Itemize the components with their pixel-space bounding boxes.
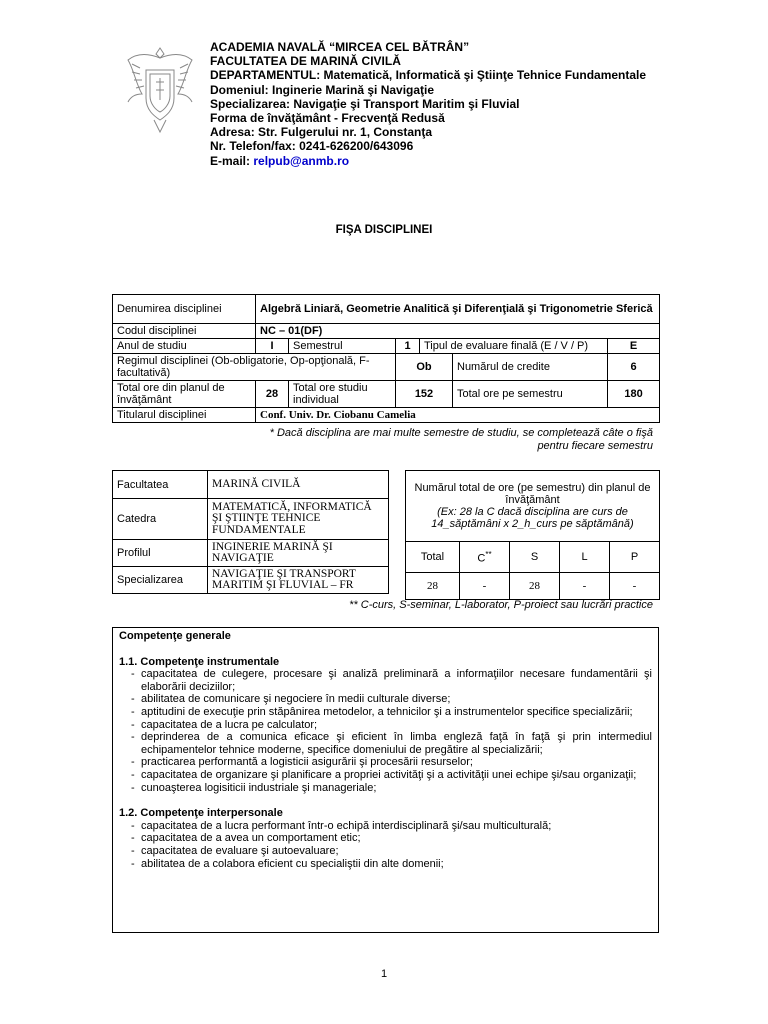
table-row — [113, 540, 389, 567]
semester-value: 1 — [396, 339, 420, 354]
faculty-value: MARINĂ CIVILĂ — [208, 471, 389, 499]
list-item: - capacitatea de a lucra pe calculator; — [141, 719, 652, 732]
discipline-code-value: NC – 01(DF) — [256, 324, 660, 339]
header-line-5: Specializarea: Navigaţie şi Transport Maritim şi Fluvial — [210, 96, 520, 111]
list-item: - capacitatea de culegere, procesare şi analiză preliminară a informaţiilor necesare fundamentării şi elaborării deciziilor; — [141, 668, 652, 693]
table-row — [113, 381, 660, 408]
table-row — [113, 499, 389, 540]
hours-legend-note: ** C-curs, S-seminar, L-laborator, P-proiect sau lucrări practice — [349, 599, 653, 611]
page-number: 1 — [380, 968, 388, 980]
email-link[interactable]: relpub@anmb.ro — [253, 153, 350, 168]
instrumental-list — [119, 668, 652, 794]
faculty-label: Facultatea — [113, 471, 208, 499]
header-line-7: Adresa: Str. Fulgerului nr. 1, Constanţa — [210, 125, 433, 140]
list-item: - capacitatea de evaluare şi autoevaluare; — [141, 845, 652, 858]
instrumental-title: 1.1. Competenţe instrumentale — [119, 655, 280, 668]
discipline-table — [112, 294, 660, 423]
list-item: - abilitatea de a colabora eficient cu specialiştii din alte domenii; — [141, 858, 652, 871]
list-item: - abilitatea de comunicare şi negociere în medii culturale diverse; — [141, 693, 652, 706]
val-course: - — [460, 573, 510, 600]
semester-note — [112, 427, 653, 453]
header-email-line — [210, 154, 646, 168]
discipline-code-label: Codul disciplinei — [113, 324, 256, 339]
col-course-sup: ** — [485, 550, 492, 560]
coat-of-arms-icon — [120, 40, 200, 136]
evaluation-value: E — [608, 339, 660, 354]
col-seminar: S — [510, 542, 560, 573]
col-project: P — [610, 542, 660, 573]
semester-hours-value: 180 — [608, 381, 660, 408]
document-title: FIŞA DISCIPLINEI — [335, 224, 433, 236]
table-row — [113, 567, 389, 594]
col-course — [460, 542, 510, 573]
table-row — [406, 573, 660, 600]
individual-hours-label: Total ore studiu individual — [289, 381, 396, 408]
hours-heading-cell — [406, 471, 660, 542]
header-line-1: ACADEMIA NAVALĂ “MIRCEA CEL BĂTRÂN” — [210, 40, 470, 54]
discipline-name-label: Denumirea disciplinei — [113, 295, 256, 324]
list-item: - practicarea performantă a logisticii asigurării şi procesării resurselor; — [141, 756, 652, 769]
header-line-2: FACULTATEA DE MARINĂ CIVILĂ — [210, 54, 401, 69]
email-label: E-mail: — [210, 153, 251, 168]
competences-title: Competenţe generale — [119, 630, 231, 642]
semester-label: Semestrul — [289, 339, 396, 354]
list-item: - capacitatea de a lucra performant într-o echipă interdisciplinară şi/sau multiculturală; — [141, 820, 652, 833]
list-item: - aptitudini de execuţie prin stăpânirea metodelor, a tehnicilor şi a instrumentelor specifice specializării; — [141, 706, 652, 719]
evaluation-label: Tipul de evaluare finală (E / V / P) — [420, 339, 608, 354]
col-total: Total — [406, 542, 460, 573]
institution-header — [210, 40, 646, 168]
list-item: - capacitatea de organizare şi planificare a propriei activităţi şi a activităţii unei echipe şi/sau organizaţii; — [141, 769, 652, 782]
val-project: - — [610, 573, 660, 600]
credits-label: Numărul de credite — [453, 354, 608, 381]
profile-value: INGINERIE MARINĂ ŞI NAVIGAŢIE — [208, 540, 389, 567]
col-course-label: C — [477, 552, 486, 565]
discipline-name-value: Algebră Liniară, Geometrie Analitică şi Diferenţială şi Trigonometrie Sferică — [256, 295, 660, 324]
holder-value: Conf. Univ. Dr. Ciobanu Camelia — [256, 408, 660, 423]
study-year-value: I — [256, 339, 289, 354]
header-line-3: DEPARTAMENTUL: Matematică, Informatică şi Ştiinţe Tehnice Fundamentale — [210, 68, 647, 83]
semester-hours-label: Total ore pe semestru — [453, 381, 608, 408]
val-lab: - — [560, 573, 610, 600]
table-row — [113, 324, 660, 339]
interpersonal-list — [119, 820, 652, 870]
faculty-table — [112, 470, 389, 594]
credits-value: 6 — [608, 354, 660, 381]
individual-hours-value: 152 — [396, 381, 453, 408]
interpersonal-title: 1.2. Competenţe interpersonale — [119, 807, 283, 820]
regime-label: Regimul disciplinei (Ob-obligatorie, Op-opţională, F-facultativă) — [113, 354, 396, 381]
table-row — [406, 471, 660, 542]
header-line-4: Domeniul: Inginerie Marină şi Navigaţie — [210, 82, 435, 97]
col-lab: L — [560, 542, 610, 573]
study-year-label: Anul de studiu — [113, 339, 256, 354]
profile-label: Profilul — [113, 540, 208, 567]
hours-table — [405, 470, 660, 600]
list-item: - capacitatea de a avea un comportament etic; — [141, 832, 652, 845]
table-row — [113, 471, 389, 499]
list-item: - deprinderea de a comunica eficace şi eficient în limba engleză faţă în faţă şi prin intermediul echipamentelor tehnice moderne, specifice domeniului de pregătire al specializării; — [141, 731, 652, 756]
semester-note-line-1: * Dacă disciplina are mai multe semestre de studiu, se completează câte o fişă — [269, 427, 653, 439]
header-line-8: Nr. Telefon/fax: 0241-626200/643096 — [210, 139, 414, 154]
semester-note-line-2: pentru fiecare semestru — [537, 440, 653, 452]
competences-box — [112, 627, 659, 933]
table-row — [406, 542, 660, 573]
hours-heading: Numărul total de ore (pe semestru) din planul de învăţământ — [414, 482, 651, 506]
header-line-6: Forma de învăţământ - Frecvenţă Redusă — [210, 111, 445, 126]
department-value: MATEMATICĂ, INFORMATICĂ ŞI ŞTIINŢE TEHNICE FUNDAMENTALE — [208, 499, 389, 540]
specialization-label: Specializarea — [113, 567, 208, 594]
val-total: 28 — [406, 573, 460, 600]
table-row — [113, 354, 660, 381]
holder-label: Titularul disciplinei — [113, 408, 256, 423]
hours-example: (Ex: 28 la C dacă disciplina are curs de 14_săptămâni x 2_h_curs pe săptămână) — [431, 506, 634, 530]
table-row — [113, 339, 660, 354]
department-label: Catedra — [113, 499, 208, 540]
plan-hours-value: 28 — [256, 381, 289, 408]
specialization-value: NAVIGAŢIE ŞI TRANSPORT MARITIM ŞI FLUVIAL – FR — [208, 567, 389, 594]
regime-value: Ob — [396, 354, 453, 381]
plan-hours-label: Total ore din planul de învăţământ — [113, 381, 256, 408]
table-row — [113, 295, 660, 324]
val-seminar: 28 — [510, 573, 560, 600]
table-row — [113, 408, 660, 423]
list-item: - cunoaşterea logisiticii industriale şi manageriale; — [141, 782, 652, 795]
